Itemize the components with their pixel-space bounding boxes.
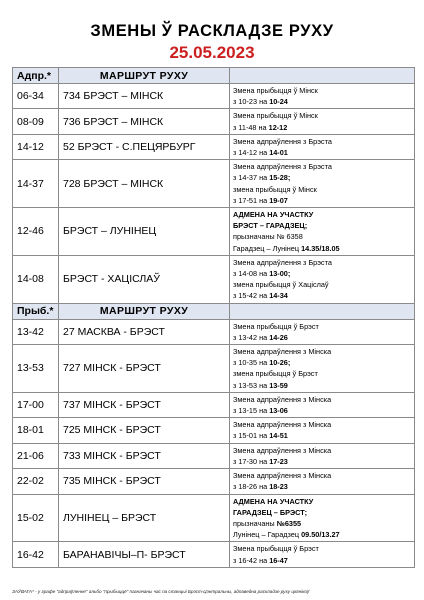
table-row [13,418,415,443]
note-text: з 13-42 на [233,332,270,342]
note-text: Змена адпраўлення з Мінска [233,394,332,404]
note-line [233,161,411,172]
note-line [233,231,411,242]
row-route: 736 БРЭСТ – МІНСК [59,109,230,134]
row-time: 16-42 [13,542,59,567]
note-line [233,357,411,368]
row-route: 733 МІНСК - БРЭСТ [59,443,230,468]
note-text: Лунінец – Гарадзец [233,530,302,540]
note-text: Змена адпраўлення з Мінска [233,347,332,357]
note-text: з 14-37 на [233,173,270,183]
row-route: 734 БРЭСТ – МІНСК [59,84,230,109]
note-text: з 14-08 на [233,269,270,279]
note-text: АДМЕНА НА УЧАСТКУ [233,210,314,220]
note-line [233,243,411,254]
row-notes [230,255,415,303]
note-text: з 10-23 на [233,97,270,107]
note-text: 13-00; [269,269,291,279]
note-text: з 10-35 на [233,358,270,368]
note-line [233,346,411,357]
note-text: Змена адпраўлення з Мінска [233,471,332,481]
note-text: Змена адпраўлення з Брэста [233,162,332,172]
note-line [233,195,411,206]
row-time: 22-02 [13,469,59,494]
note-text: прызначаны № 6358 [233,232,303,242]
note-text: БРЭСТ – ГАРАДЗЕЦ; [233,221,308,231]
table-row [13,542,415,567]
note-line [233,147,411,158]
note-text: з 17-30 на [233,456,270,466]
note-text: 17-23 [269,456,288,466]
table-row [13,319,415,344]
row-notes [230,494,415,542]
row-time: 14-12 [13,134,59,159]
row-time: 18-01 [13,418,59,443]
note-line [233,257,411,268]
row-notes [230,134,415,159]
row-time: 14-37 [13,160,59,208]
note-text: з 13-15 на [233,406,270,416]
row-route: БРЭСТ - ХАЦІСЛАЎ [59,255,230,303]
note-text: з 17-51 на [233,195,270,205]
note-text: 14-51 [269,431,288,441]
note-line [233,555,411,566]
note-line [233,122,411,133]
note-text: 12-12 [268,122,288,132]
note-text: 13-06 [269,406,288,416]
note-text: 14-26 [269,332,288,342]
note-line [233,321,411,332]
table-row [13,443,415,468]
section-header-time-label: Адпр.* [13,68,59,84]
note-line [233,184,411,195]
row-notes [230,208,415,256]
note-line [233,290,411,301]
row-route: 737 МІНСК - БРЭСТ [59,392,230,417]
note-text: Змена адпраўлення з Брэста [233,257,332,267]
page-title: ЗМЕНЫ Ў РАСКЛАДЗЕ РУХУ [90,22,334,40]
table-row [13,469,415,494]
note-text: ГАРАДЗЕЦ – БРЭСТ; [233,507,308,517]
row-route: БАРАНАВІЧЫ–П- БРЭСТ [59,542,230,567]
row-notes [230,160,415,208]
note-line [233,456,411,467]
note-line [233,529,411,540]
row-time: 13-42 [13,319,59,344]
row-route: 735 МІНСК - БРЭСТ [59,469,230,494]
table-row [13,208,415,256]
row-notes [230,469,415,494]
table-row [13,255,415,303]
note-line [233,470,411,481]
note-text: з 15-42 на [233,291,270,301]
note-line [233,368,411,379]
row-notes [230,109,415,134]
note-text: Змена прыбыцця ў Брэст [233,544,319,554]
note-text: Гарадзец – Лунінец [233,243,302,253]
table-row [13,84,415,109]
note-line [233,332,411,343]
note-line [233,445,411,456]
row-notes [230,418,415,443]
note-text: 16-47 [269,555,288,565]
note-line [233,268,411,279]
note-text: 10-24 [269,97,288,107]
note-text: Змена прыбыцця ў Мінск [233,86,318,95]
table-row [13,160,415,208]
row-route: 728 БРЭСТ – МІНСК [59,160,230,208]
page-date: 25.05.2023 [169,43,255,62]
row-notes [230,319,415,344]
row-notes [230,392,415,417]
note-text: №6355 [276,518,302,528]
note-text: 14.35/18.05 [301,243,340,253]
note-text: з 13-53 на [233,380,270,390]
note-text: змена прыбыцця ў Брэст [233,369,318,379]
row-notes [230,443,415,468]
note-text: 14-01 [269,148,288,158]
note-text: 09.50/13.27 [301,530,340,540]
row-time: 15-02 [13,494,59,542]
note-line [233,481,411,492]
section-header [13,68,415,84]
note-text: з 11-48 на [233,122,269,132]
note-text: АДМЕНА НА УЧАСТКУ [233,496,314,506]
note-line [233,85,411,96]
section-header [13,303,415,319]
section-header-route-label: МАРШРУТ РУХУ [59,303,230,319]
row-time: 12-46 [13,208,59,256]
note-text: Змена адпраўлення з Брэста [233,136,332,146]
note-text: Змена адпраўлення з Мінска [233,445,332,455]
note-line [233,496,411,507]
note-line [233,394,411,405]
section-header-blank [230,303,415,319]
note-text: з 18-26 на [233,482,270,492]
table-row [13,134,415,159]
note-line [233,136,411,147]
footnote: ЗАЎВАГА* - у графе "адпраўленне" альбо "прыбыццё" пазначаны час па станцыі Брэст-Цэнтральны, адпаведна раскладзе руху цягнікоў [12,589,310,594]
note-text: 19-07 [269,195,288,205]
table-row [13,109,415,134]
schedule-changes-table [12,67,415,568]
note-text: з 16-42 на [233,555,270,565]
row-notes [230,542,415,567]
note-line [233,279,411,290]
note-line [233,543,411,554]
note-line [233,507,411,518]
note-text: змена прыбыцця ў Мінск [233,184,317,194]
note-text: 18-23 [269,482,288,492]
table-row [13,494,415,542]
table-row [13,392,415,417]
note-text: з 14-12 на [233,148,270,158]
row-route: БРЭСТ – ЛУНІНЕЦ [59,208,230,256]
row-route: 725 МІНСК - БРЭСТ [59,418,230,443]
note-line [233,430,411,441]
note-line [233,405,411,416]
note-text: прызначаны [233,518,277,528]
note-line [233,419,411,430]
note-line [233,110,411,121]
row-route: 727 МІНСК - БРЭСТ [59,345,230,393]
note-text: Змена прыбыцця ў Мінск [233,111,318,121]
note-text: 14-34 [269,291,288,301]
row-route: 27 МАСКВА - БРЭСТ [59,319,230,344]
note-line [233,96,411,107]
note-text: Змена прыбыцця ў Брэст [233,321,319,331]
section-header-route-label: МАРШРУТ РУХУ [59,68,230,84]
row-time: 21-06 [13,443,59,468]
note-line [233,209,411,220]
row-time: 08-09 [13,109,59,134]
row-time: 17-00 [13,392,59,417]
note-line [233,172,411,183]
row-time: 06-34 [13,84,59,109]
row-route: 52 БРЭСТ - С.ПЕЦЯРБУРГ [59,134,230,159]
note-text: 13-59 [269,380,288,390]
section-header-time-label: Прыб.* [13,303,59,319]
row-route: ЛУНІНЕЦ – БРЭСТ [59,494,230,542]
note-line [233,518,411,529]
note-line [233,220,411,231]
section-header-blank [230,68,415,84]
note-text: з 15-01 на [233,431,270,441]
note-text: 15-28; [269,173,291,183]
note-text: 10-26; [269,358,291,368]
note-line [233,380,411,391]
note-text: Змена адпраўлення з Мінска [233,420,332,430]
row-notes [230,345,415,393]
row-time: 14-08 [13,255,59,303]
note-text: змена прыбыцця ў Хаціслаў [233,280,329,290]
table-row [13,345,415,393]
row-notes [230,84,415,109]
row-time: 13-53 [13,345,59,393]
